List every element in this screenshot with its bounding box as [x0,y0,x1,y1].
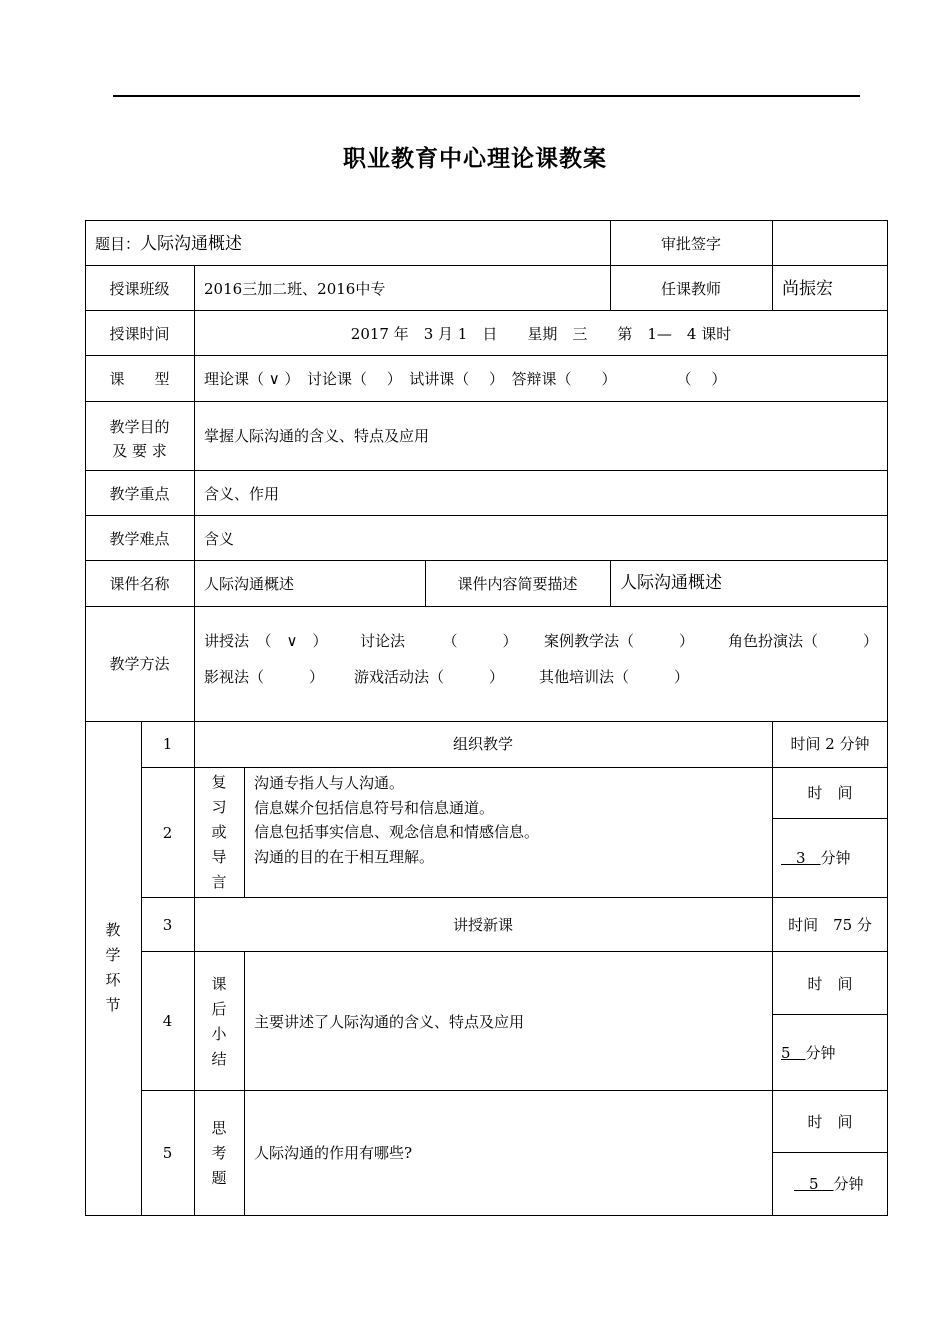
segment-content: 讲授新课 [452,916,513,934]
topic-label: 题目： [95,235,141,253]
segment-minutes [781,849,851,867]
goal-label-line1: 教学目的 [109,418,170,436]
minutes-value: 3 [781,849,821,867]
segment-minutes [794,1175,864,1193]
segment-time: 时间 75 分 [788,916,872,934]
time-value: 2017 年 3 月 1 日 星期 三 第 1— 4 课时 [350,325,732,343]
method-video: 影视法（ ） [204,668,325,686]
minutes-value: 5 [794,1175,834,1193]
segment-time: 时间 2 分钟 [790,735,870,753]
minutes-value: 5 [781,1044,806,1062]
minutes-unit: 分钟 [805,1044,836,1062]
method-game: 游戏活动法（ ） [354,668,505,686]
method-lecture: 讲授法 （ ∨ ） [204,632,328,650]
approval-label: 审批签字 [660,235,721,253]
segment-number: 1 [162,735,173,753]
teacher-label: 任课教师 [660,280,721,298]
topic-value: 人际沟通概述 [140,234,243,254]
goal-label [85,415,194,463]
method-label: 教学方法 [109,655,170,673]
time-label: 授课时间 [109,325,170,343]
segment-time-label: 时 间 [807,784,853,802]
minutes-unit: 分钟 [820,849,851,867]
segment-label: 课 后 小 结 [211,975,227,1068]
segment-review-text: 沟通专指人与人沟通。 信息媒介包括信息符号和信息通道。 信息包括事实信息、观念信息和情感信息。 沟通的目的在于相互理解。 [254,774,540,866]
topic-row [95,235,242,253]
segment-content: 组织教学 [452,735,513,753]
difficulty-label: 教学难点 [109,530,170,548]
page-title: 职业教育中心理论课教案 [343,146,607,172]
segment-number: 4 [162,1012,173,1030]
type-label: 课 型 [109,370,170,388]
segment-number: 2 [162,824,173,842]
key-label: 教学重点 [109,485,170,503]
type-value: 理论课（ ∨ ） 讨论课（ ） 试讲课（ ） 答辩课（ ） （ ） [204,370,727,388]
method-case-study: 案例教学法（ ） [544,632,695,650]
segment-summary-text: 主要讲述了人际沟通的含义、特点及应用 [254,1013,525,1031]
segment-number: 3 [162,916,173,934]
description-label: 课件内容简要描述 [457,575,578,593]
goal-value: 掌握人际沟通的含义、特点及应用 [204,427,430,445]
class-label: 授课班级 [109,280,170,298]
segment-minutes [781,1044,836,1062]
section-label: 教 学 环 节 [105,921,121,1014]
key-value: 含义、作用 [204,485,280,503]
segment-time-label: 时 间 [807,1113,853,1131]
segment-label: 复 习 或 导 言 [211,773,227,891]
methods-line-1 [204,632,327,650]
minutes-unit: 分钟 [833,1175,864,1193]
method-discussion: 讨论法 （ ） [360,632,518,650]
courseware-value: 人际沟通概述 [204,575,295,593]
segment-number: 5 [162,1144,173,1162]
class-value: 2016三加二班、2016中专 [204,280,386,298]
segment-label: 思 考 题 [211,1119,227,1187]
header-rule [113,95,860,97]
method-other: 其他培训法（ ） [539,668,690,686]
teacher-value: 尚振宏 [782,279,833,299]
method-role-play: 角色扮演法（ ） [728,632,879,650]
goal-label-line2: 及 要 求 [112,442,167,460]
courseware-label: 课件名称 [109,575,170,593]
segment-time-label: 时 间 [807,975,853,993]
segment-question-text: 人际沟通的作用有哪些? [254,1144,413,1162]
description-value: 人际沟通概述 [620,573,722,593]
difficulty-value: 含义 [204,530,235,548]
